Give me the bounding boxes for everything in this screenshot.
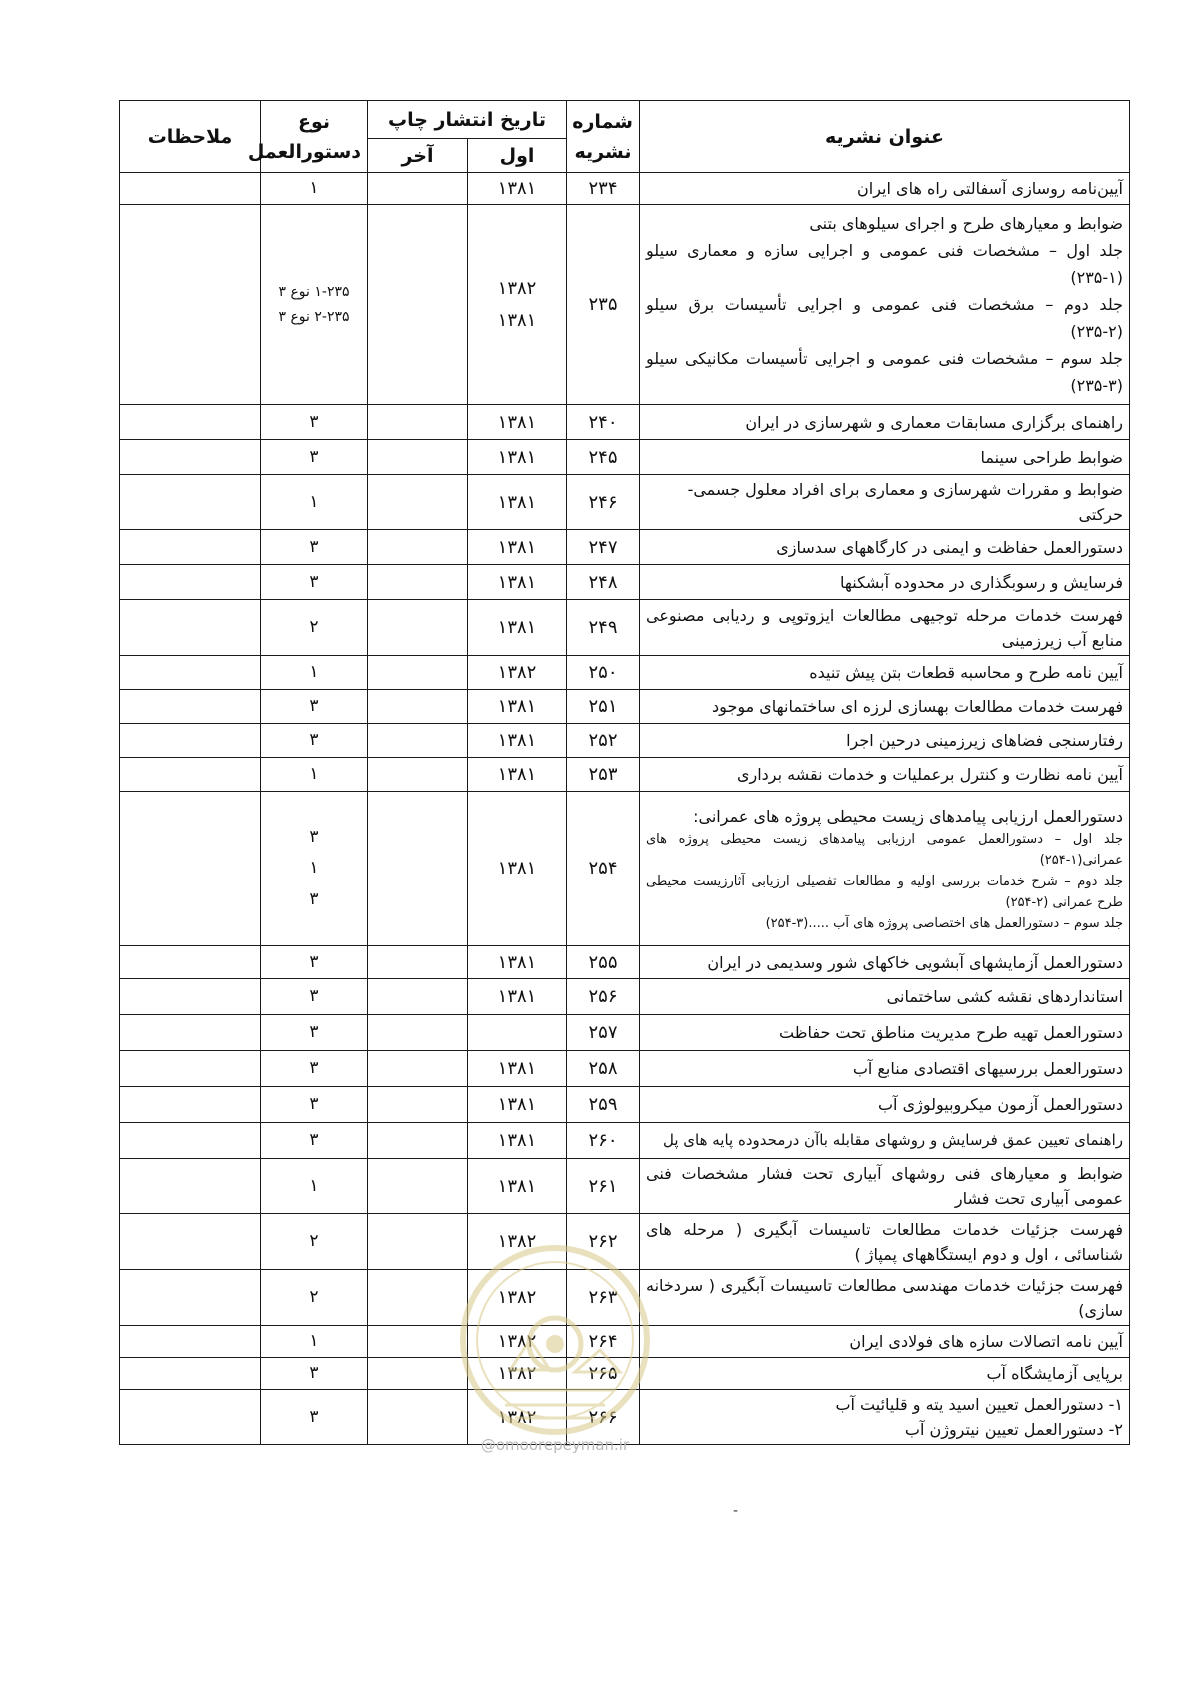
pub-remarks xyxy=(120,530,261,565)
pub-number: ۲۵۴ xyxy=(567,792,640,946)
pub-type: ۳ xyxy=(261,1123,368,1159)
pub-first-date: ۱۳۸۱ xyxy=(468,724,567,758)
pub-last-date xyxy=(368,1051,468,1087)
pub-type: ۳ xyxy=(261,1358,368,1390)
pub-title: ۲- دستورالعمل تعیین نیتروژن آب xyxy=(904,1420,1123,1439)
pub-remarks xyxy=(120,1390,261,1445)
pub-first-date: ۱۳۸۱ xyxy=(468,1159,567,1214)
pub-title: راهنمای برگزاری مسابقات معماری و شهرسازی در ایران xyxy=(640,405,1130,440)
pub-remarks xyxy=(120,565,261,600)
pub-title-block xyxy=(640,205,1130,405)
pub-title: دستورالعمل تهیه طرح مدیریت مناطق تحت حفاظت xyxy=(640,1015,1130,1051)
pub-type: ۱ xyxy=(261,1159,368,1214)
pub-type: ۱ xyxy=(261,475,368,530)
pub-type: ۳ xyxy=(309,827,319,847)
pub-number: ۲۶۱ xyxy=(567,1159,640,1214)
pub-type: ۲ xyxy=(261,600,368,656)
table-row xyxy=(120,1123,1130,1159)
pub-title: ضوابط و مقررات شهرسازی و معماری برای افراد معلول جسمی- حرکتی xyxy=(640,475,1130,530)
pub-title: استانداردهای نقشه کشی ساختمانی xyxy=(640,979,1130,1015)
pub-type: ۳ xyxy=(261,946,368,979)
table-row xyxy=(120,1051,1130,1087)
table-row xyxy=(120,173,1130,205)
pub-number: ۲۵۱ xyxy=(567,690,640,724)
pub-title: دستورالعمل ارزیابی پیامدهای زیست محیطی پروژه های عمرانی: xyxy=(693,806,1123,826)
pub-number: ۲۶۴ xyxy=(567,1326,640,1358)
pub-last-date xyxy=(368,724,468,758)
pub-last-date xyxy=(368,946,468,979)
pub-first-date: ۱۳۸۲ xyxy=(468,1326,567,1358)
pub-title: ۱- دستورالعمل تعیین اسید یته و قلیائیت آب xyxy=(835,1395,1123,1414)
pub-first-date: ۱۳۸۲ xyxy=(468,1358,567,1390)
pub-first-date: ۱۳۸۱ xyxy=(468,946,567,979)
pub-last-date xyxy=(368,979,468,1015)
pub-type: ۲ xyxy=(261,1214,368,1270)
pub-first-date: ۱۳۸۲ xyxy=(468,1390,567,1445)
pub-number: ۲۵۹ xyxy=(567,1087,640,1123)
pub-first-date-block xyxy=(468,205,567,405)
pub-number: ۲۶۶ xyxy=(567,1390,640,1445)
pub-remarks xyxy=(120,758,261,792)
pub-title: آیین نامه اتصالات سازه های فولادی ایران xyxy=(640,1326,1130,1358)
table-row xyxy=(120,656,1130,690)
pub-remarks xyxy=(120,205,261,405)
pub-last-date xyxy=(368,1015,468,1051)
pub-title: آیین نامه نظارت و کنترل برعملیات و خدمات نقشه برداری xyxy=(640,758,1130,792)
pub-last-date xyxy=(368,1390,468,1445)
watermark-url: @omoorepeyman.ir xyxy=(480,1436,630,1454)
pub-remarks xyxy=(120,1015,261,1051)
pub-title: راهنمای تعیین عمق فرسایش و روشهای مقابله باآن درمحدوده پایه های پل xyxy=(640,1123,1130,1159)
pub-type: ۳ xyxy=(261,979,368,1015)
pub-first-date: ۱۳۸۱ xyxy=(468,530,567,565)
header-first: اول xyxy=(468,139,567,173)
pub-last-date xyxy=(368,758,468,792)
pub-volume: جلد اول – مشخصات فنی عمومی و اجرایی سازه و معماری سیلو (۱-۲۳۵) xyxy=(646,241,1123,287)
pub-type: ۳ xyxy=(261,565,368,600)
pub-last-date xyxy=(368,690,468,724)
pub-last-date xyxy=(368,530,468,565)
pub-last-date xyxy=(368,1358,468,1390)
pub-remarks xyxy=(120,173,261,205)
pub-first-date: ۱۳۸۱ xyxy=(468,405,567,440)
pub-title: فرسایش و رسوبگذاری در محدوده آبشکنها xyxy=(640,565,1130,600)
header-title: عنوان نشریه xyxy=(640,101,1130,173)
pub-number: ۲۴۰ xyxy=(567,405,640,440)
publications-sheet xyxy=(119,100,1129,1445)
pub-number: ۲۴۸ xyxy=(567,565,640,600)
table-row xyxy=(120,1214,1130,1270)
pub-type: ۳ xyxy=(261,1390,368,1445)
pub-title: دستورالعمل بررسیهای اقتصادی منابع آب xyxy=(640,1051,1130,1087)
pub-first-date: ۱۳۸۱ xyxy=(468,600,567,656)
table-row xyxy=(120,440,1130,475)
table-row xyxy=(120,979,1130,1015)
table-row xyxy=(120,1358,1130,1390)
pub-number: ۲۵۰ xyxy=(567,656,640,690)
pub-type: ۳ xyxy=(261,1051,368,1087)
pub-remarks xyxy=(120,1358,261,1390)
pub-title: ضوابط و معیارهای فنی روشهای آبیاری تحت فشار مشخصات فنی عمومی آبیاری تحت فشار xyxy=(640,1159,1130,1214)
pub-remarks xyxy=(120,600,261,656)
pub-first-date: ۱۳۸۱ xyxy=(468,173,567,205)
pub-last-date xyxy=(368,1214,468,1270)
pub-remarks xyxy=(120,440,261,475)
pub-type: ۱ xyxy=(309,858,319,878)
pub-last-date xyxy=(368,1087,468,1123)
table-row xyxy=(120,1015,1130,1051)
pub-type: ۱ xyxy=(261,173,368,205)
pub-number: ۲۴۹ xyxy=(567,600,640,656)
pub-remarks xyxy=(120,1051,261,1087)
pub-remarks xyxy=(120,792,261,946)
pub-number: ۲۵۶ xyxy=(567,979,640,1015)
header-pub-date: تاریخ انتشار چاپ xyxy=(368,101,567,139)
header-number: شماره نشریه xyxy=(567,101,640,173)
table-row xyxy=(120,792,1130,946)
table-row xyxy=(120,758,1130,792)
pub-remarks xyxy=(120,1326,261,1358)
pub-number: ۲۵۲ xyxy=(567,724,640,758)
pub-first-date: ۱۳۸۲ xyxy=(468,1214,567,1270)
pub-number: ۲۵۷ xyxy=(567,1015,640,1051)
pub-number: ۲۴۵ xyxy=(567,440,640,475)
pub-remarks xyxy=(120,946,261,979)
pub-type: ۲ xyxy=(261,1270,368,1326)
pub-number: ۲۵۵ xyxy=(567,946,640,979)
pub-type: ۳ xyxy=(261,405,368,440)
pub-number: ۲۵۳ xyxy=(567,758,640,792)
table-row xyxy=(120,1159,1130,1214)
table-row xyxy=(120,1087,1130,1123)
pub-remarks xyxy=(120,1087,261,1123)
pub-type: ۱ xyxy=(261,758,368,792)
pub-number: ۲۶۳ xyxy=(567,1270,640,1326)
pub-title: آیین‌نامه روسازی آسفالتی راه های ایران xyxy=(640,173,1130,205)
pub-first-date: ۱۳۸۱ xyxy=(468,475,567,530)
pub-first-date: ۱۳۸۱ xyxy=(468,440,567,475)
pub-title: ضوابط طراحی سینما xyxy=(640,440,1130,475)
pub-last-date xyxy=(368,405,468,440)
pub-last-date xyxy=(368,656,468,690)
pub-title: آیین نامه طرح و محاسبه قطعات بتن پیش تنیده xyxy=(640,656,1130,690)
pub-first-date: ۱۳۸۲ xyxy=(468,656,567,690)
pub-first-date: ۱۳۸۱ xyxy=(468,690,567,724)
header-last: آخر xyxy=(368,139,468,173)
pub-type: ۳ xyxy=(261,530,368,565)
pub-first-date: ۱۳۸۲ xyxy=(468,1270,567,1326)
pub-remarks xyxy=(120,1270,261,1326)
table-row xyxy=(120,600,1130,656)
pub-type: ۳ xyxy=(261,690,368,724)
table-row xyxy=(120,946,1130,979)
pub-remarks xyxy=(120,405,261,440)
table-row xyxy=(120,405,1130,440)
pub-type: ۱ xyxy=(261,1326,368,1358)
table-row xyxy=(120,475,1130,530)
publications-table xyxy=(119,100,1130,1445)
pub-title: فهرست خدمات مطالعات بهسازی لرزه ای ساختمانهای موجود xyxy=(640,690,1130,724)
pub-volume: جلد سوم – دستورالعمل های اختصاصی پروژه های آب .....(۳-۲۵۴) xyxy=(765,915,1123,931)
pub-first-date: ۱۳۸۱ xyxy=(468,758,567,792)
pub-first-date xyxy=(468,1015,567,1051)
pub-type: ۳ xyxy=(261,724,368,758)
pub-title-block xyxy=(640,1390,1130,1445)
pub-title: فهرست جزئیات خدمات مطالعات تاسیسات آبگیری ( مرحله های شناسائی ، اول و دوم ایستگاههای پمپاژ ) xyxy=(640,1214,1130,1270)
pub-last-date xyxy=(368,205,468,405)
pub-volume: جلد دوم – شرح خدمات بررسی اولیه و مطالعات تفصیلی ارزیابی آثارزیست محیطی طرح عمرانی (۲-۲۵۴) xyxy=(646,873,1123,910)
table-row xyxy=(120,1270,1130,1326)
pub-remarks xyxy=(120,979,261,1015)
pub-number: ۲۴۶ xyxy=(567,475,640,530)
scan-mark: - xyxy=(733,1503,739,1519)
pub-type: ۳ xyxy=(261,440,368,475)
pub-remarks xyxy=(120,690,261,724)
pub-volume: جلد اول – دستورالعمل عمومی ارزیابی پیامدهای زیست محیطی پروژه های عمرانی(۱-۲۵۴) xyxy=(646,831,1123,868)
pub-title: فهرست خدمات مرحله توجیهی مطالعات ایزوتوپی و ردیابی مصنوعی منابع آب زیرزمینی xyxy=(640,600,1130,656)
header-remarks: ملاحظات xyxy=(120,101,261,173)
pub-number: ۲۳۴ xyxy=(567,173,640,205)
pub-type: ۲-۲۳۵ نوع ۳ xyxy=(278,308,350,325)
pub-last-date xyxy=(368,173,468,205)
pub-type: ۳ xyxy=(261,1015,368,1051)
pub-type-block xyxy=(261,792,368,946)
pub-number: ۲۶۰ xyxy=(567,1123,640,1159)
pub-remarks xyxy=(120,1123,261,1159)
table-row xyxy=(120,205,1130,405)
pub-first-date: ۱۳۸۱ xyxy=(468,979,567,1015)
pub-volume: جلد دوم – مشخصات فنی عمومی و اجرایی تأسیسات برق سیلو (۲-۲۳۵) xyxy=(646,295,1123,341)
header-type: نوع دستورالعمل xyxy=(261,101,368,173)
pub-remarks xyxy=(120,656,261,690)
pub-first-date: ۱۳۸۲ xyxy=(497,277,537,299)
pub-volume: جلد سوم – مشخصات فنی عمومی و اجرایی تأسیسات مکانیکی سیلو (۳-۲۳۵) xyxy=(646,349,1123,395)
pub-number: ۲۵۸ xyxy=(567,1051,640,1087)
pub-title-block xyxy=(640,792,1130,946)
pub-type: ۱ xyxy=(261,656,368,690)
pub-title: دستورالعمل آزمایشهای آبشویی خاکهای شور وسدیمی در ایران xyxy=(640,946,1130,979)
pub-last-date xyxy=(368,1159,468,1214)
pub-number: ۲۶۲ xyxy=(567,1214,640,1270)
pub-number: ۲۴۷ xyxy=(567,530,640,565)
table-row xyxy=(120,1326,1130,1358)
pub-first-date: ۱۳۸۱ xyxy=(468,1087,567,1123)
pub-remarks xyxy=(120,1159,261,1214)
pub-title: دستورالعمل آزمون میکروبیولوژی آب xyxy=(640,1087,1130,1123)
pub-title: برپایی آزمایشگاه آب xyxy=(640,1358,1130,1390)
pub-last-date xyxy=(368,1326,468,1358)
table-row xyxy=(120,724,1130,758)
pub-last-date xyxy=(368,792,468,946)
pub-last-date xyxy=(368,600,468,656)
pub-first-date: ۱۳۸۱ xyxy=(468,792,567,946)
pub-type: ۳ xyxy=(309,889,319,909)
pub-first-date: ۱۳۸۱ xyxy=(468,1123,567,1159)
pub-number: ۲۶۵ xyxy=(567,1358,640,1390)
pub-title: ضوابط و معیارهای طرح و اجرای سیلوهای بتنی xyxy=(809,214,1123,233)
pub-type: ۳ xyxy=(261,1087,368,1123)
pub-first-date: ۱۳۸۱ xyxy=(497,309,537,331)
pub-last-date xyxy=(368,1123,468,1159)
table-row xyxy=(120,565,1130,600)
pub-title: دستورالعمل حفاظت و ایمنی در کارگاههای سدسازی xyxy=(640,530,1130,565)
pub-title: فهرست جزئیات خدمات مهندسی مطالعات تاسیسات آبگیری ( سردخانه سازی) xyxy=(640,1270,1130,1326)
pub-remarks xyxy=(120,724,261,758)
pub-last-date xyxy=(368,475,468,530)
pub-last-date xyxy=(368,440,468,475)
pub-first-date: ۱۳۸۱ xyxy=(468,1051,567,1087)
pub-number: ۲۳۵ xyxy=(567,205,640,405)
pub-remarks xyxy=(120,475,261,530)
table-row xyxy=(120,690,1130,724)
pub-title: رفتارسنجی فضاهای زیرزمینی درحین اجرا xyxy=(640,724,1130,758)
pub-first-date: ۱۳۸۱ xyxy=(468,565,567,600)
pub-type-block xyxy=(261,205,368,405)
table-row xyxy=(120,530,1130,565)
pub-last-date xyxy=(368,565,468,600)
pub-last-date xyxy=(368,1270,468,1326)
pub-remarks xyxy=(120,1214,261,1270)
pub-type: ۱-۲۳۵ نوع ۳ xyxy=(278,283,350,300)
